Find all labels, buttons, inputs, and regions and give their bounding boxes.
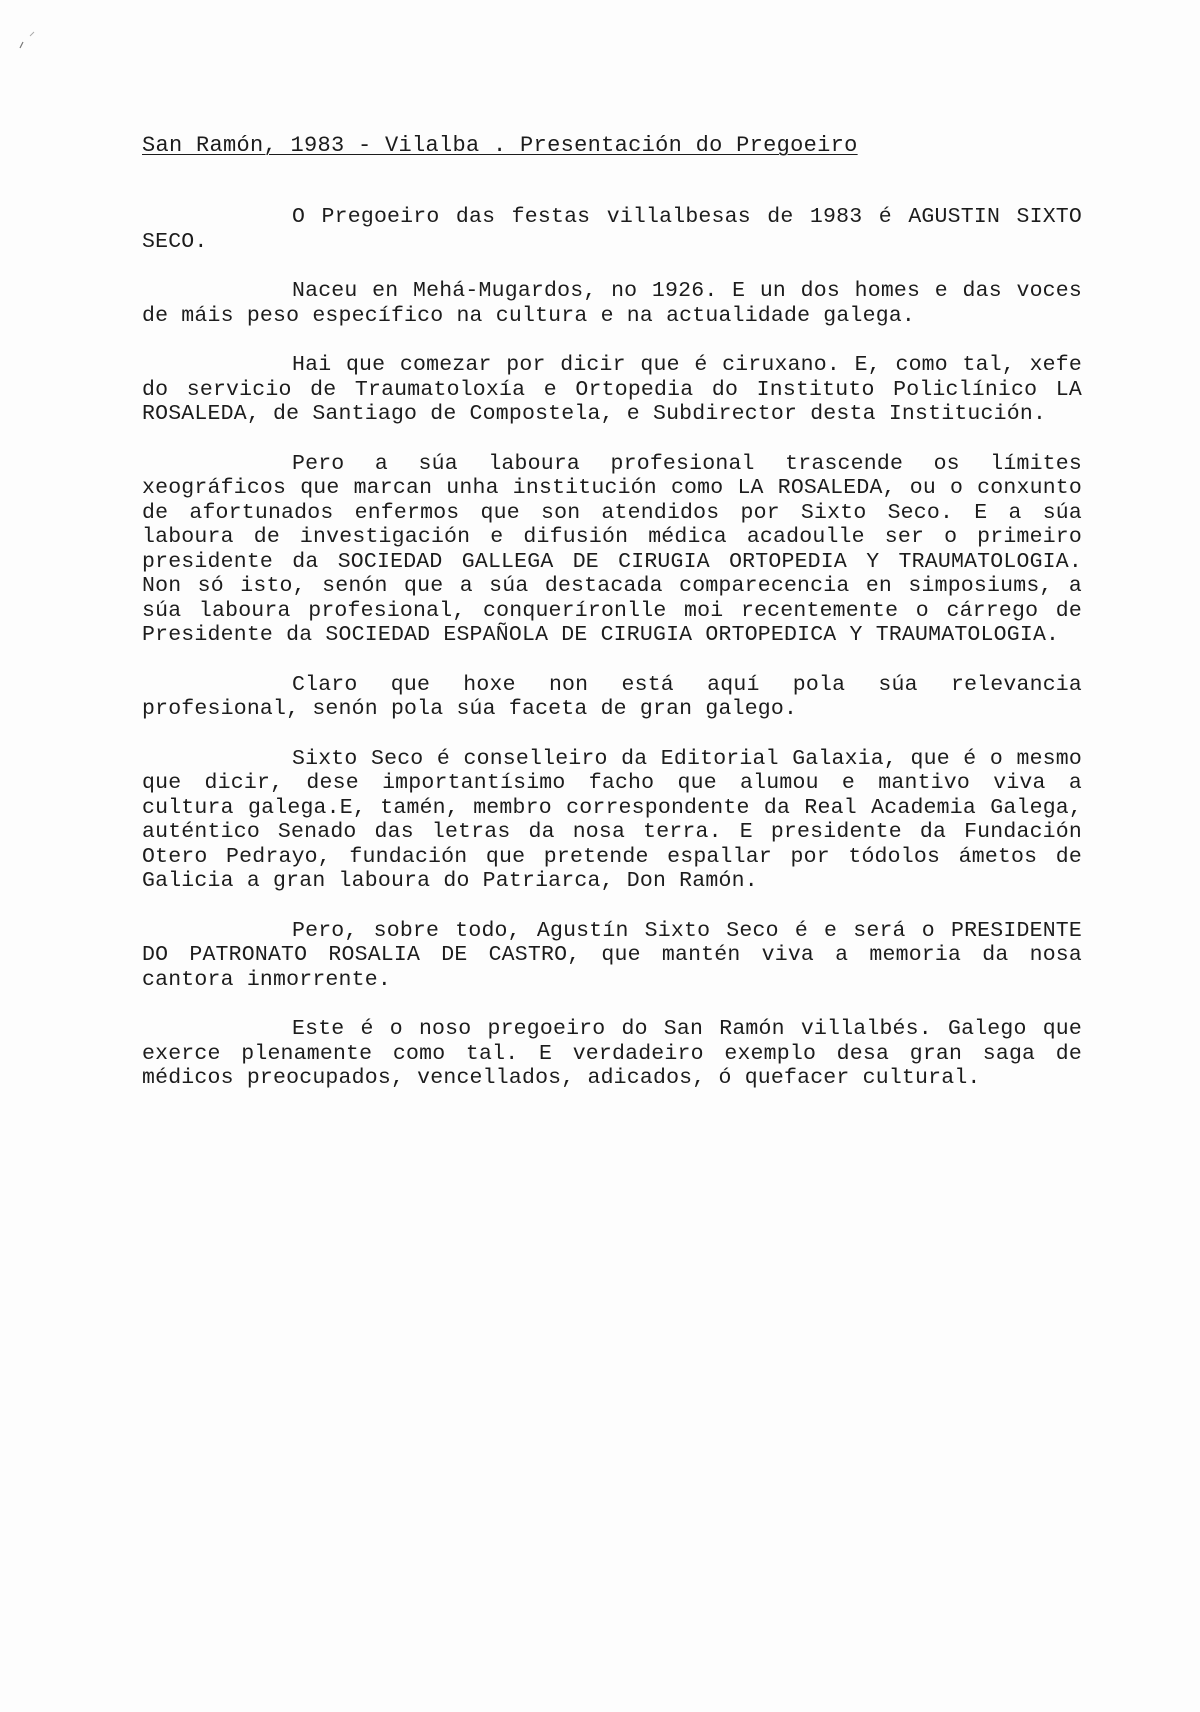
paragraph-8: Este é o noso pregoeiro do San Ramón villalbés. Galego que exerce plenamente como tal. E verdadeiro exemplo desa gran saga de médicos preocupados, vencellados, adicados, ó quefacer cultural. xyxy=(142,1017,1082,1090)
paragraph-7: Pero, sobre todo, Agustín Sixto Seco é e será o PRESIDENTE DO PATRONATO ROSALIA DE CASTRO, que mantén viva a memoria da nosa cantora inmorrente. xyxy=(142,918,1082,992)
paragraph-4: Pero a súa laboura profesional trascende os límites xeográficos que marcan unha institución como LA ROSALEDA, ou o conxunto de afortunados enfermos que son atendidos por Sixto Seco. E a súa laboura de investigación e difusión médica acadoulle ser o primeiro presidente da SOCIEDAD GALLEGA DE CIRUGIA ORTOPEDIA Y TRAUMATOLOGIA. Non só isto, senón que a súa destacada comparecencia en simposiums, a súa laboura profesional, conqueríronlle moi recentemente o cárrego de Presidente da SOCIEDAD ESPAÑOLA DE CIRUGIA ORTOPEDICA Y TRAUMATOLOGIA. xyxy=(142,451,1082,647)
scan-speck-mark xyxy=(18,28,38,50)
paragraph-2: Naceu en Mehá-Mugardos, no 1926. E un dos homes e das voces de máis peso específico na cultura e na actualidade galega. xyxy=(142,279,1082,328)
document-title: San Ramón, 1983 - Vilalba . Presentación do Pregoeiro xyxy=(142,133,858,158)
paragraph-3: Hai que comezar por dicir que é ciruxano. E, como tal, xefe do servicio de Traumatoloxía e Ortopedia do Instituto Policlínico LA ROSALEDA, de Santiago de Compostela, e Subdirector desta Institución. xyxy=(142,353,1082,426)
paragraph-5: Claro que hoxe non está aquí pola súa relevancia profesional, senón pola súa faceta de gran galego. xyxy=(142,672,1082,721)
paragraph-6: Sixto Seco é conselleiro da Editorial Galaxia, que é o mesmo que dicir, dese importantísimo facho que alumou e mantivo viva a cultura galega.E, tamén, membro correspondente da Real Academia Galega, auténtico Senado das letras da nosa terra. E presidente da Fundación Otero Pedrayo, fundación que pretende espallar por tódolos ámetos de Galicia a gran laboura do Patriarca, Don Ramón. xyxy=(142,746,1082,893)
document-body xyxy=(142,205,1082,1116)
paragraph-1: O Pregoeiro das festas villalbesas de 1983 é AGUSTIN SIXTO SECO. xyxy=(142,205,1082,254)
